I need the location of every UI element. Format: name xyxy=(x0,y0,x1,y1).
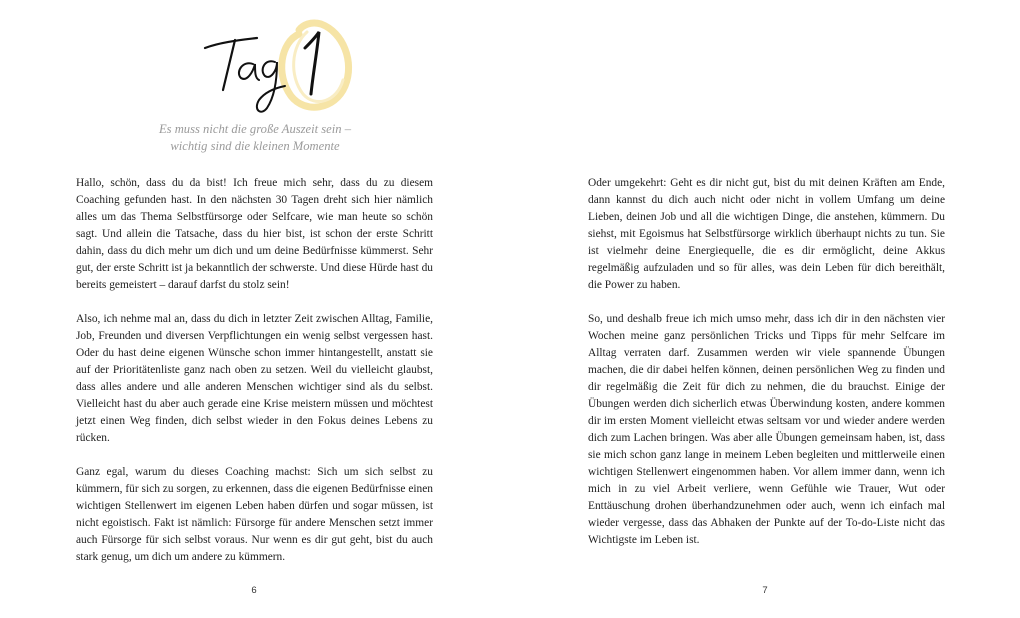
paragraph: Also, ich nehme mal an, dass du dich in letzter Zeit zwischen Alltag, Familie, Job, Freunden und diversen Verpflichtungen ein wenig selbst vergessen hast. Oder du hast deine eigenen Wünsche schon immer hintangestellt, anstatt sie auf der Prioritätenliste ganz nach oben zu setzen. Weil du vielleicht glaubst, dass alles andere und alle anderen Menschen wichtiger sind als du selbst. Vielleicht hast du aber auch gerade eine Krise meistern müssen und möchtest jetzt einen Weg finden, dich selbst wieder in den Fokus deines Lebens zu rücken. xyxy=(76,313,433,444)
page-number: 7 xyxy=(762,585,768,596)
subtitle-line-1: Es muss nicht die große Auszeit sein – xyxy=(158,122,352,136)
paragraph: Hallo, schön, dass du da bist! Ich freue mich sehr, dass du zu diesem Coaching gefunden hast. In den nächsten 30 Tagen dreht sich hier nämlich alles um das Thema Selbstfürsorge oder Selfcare, wie man heute so schön sagt. Und allein die Tatsache, dass du hier bist, ist schon der erste Schritt dahin, dass du dich mehr um dich und um deine Bedürfnisse kümmerst. Sehr gut, der erste Schritt ist ja bekanntlich der schwerste. Und diese Hürde hast du bereits gemeistert – darauf darfst du stolz sein! xyxy=(76,177,433,291)
chapter-subtitle xyxy=(140,121,370,155)
paragraph: So, und deshalb freue ich mich umso mehr, dass ich dir in den nächsten vier Wochen meine ganz persönlichen Tricks und Tipps für mehr Selfcare im Alltag verraten darf. Zusammen werden wir viele spannende Übungen machen, die dir dabei helfen können, deinen persönlichen Weg zu finden und dir regelmäßig die Zeit für dich zu nehmen, die du brauchst. Einige der Übungen werden dich sicherlich etwas Überwindung kosten, andere kommen dir im ersten Moment vielleicht etwas seltsam vor und wieder andere werden dich zum Lachen bringen. Was aber alle Übungen gemeinsam haben, ist, dass sie mich schon ganz lange in meinem Leben begleiten und mittlerweile einen wichtigen Stellenwert eingenommen haben. Vor allem immer dann, wenn ich mich in zu viel Arbeit verliere, wenn Gefühle wie Trauer, Wut oder Enttäuschung drohen überhandzunehmen oder auch, wenn ich einfach mal wieder vergesse, dass das Abhaken der Punkte auf der To-do-Liste nicht das Wichtigste im Leben ist. xyxy=(588,313,945,546)
subtitle-line-2: wichtig sind die kleinen Momente xyxy=(170,139,340,153)
right-page xyxy=(510,0,1020,618)
left-page-body xyxy=(76,175,433,566)
page-number: 6 xyxy=(251,585,257,596)
right-page-body xyxy=(588,175,945,549)
paragraph: Ganz egal, warum du dieses Coaching machst: Sich um sich selbst zu kümmern, für sich zu sorgen, zu erkennen, dass die eigenen Bedürfnisse einen wichtigen Stellenwert im eigenen Leben haben dürfen und sogar müssen, ist nicht egoistisch. Fakt ist nämlich: Fürsorge für andere Menschen setzt immer auch Fürsorge für sich selbst voraus. Nur wenn es dir gut geht, bist du auch stark genug, um dich um andere zu kümmern. xyxy=(76,466,433,563)
tag-1-script-icon xyxy=(195,12,365,117)
chapter-title xyxy=(195,12,365,117)
paragraph: Oder umgekehrt: Geht es dir nicht gut, bist du mit deinen Kräften am Ende, dann kannst du dich auch nicht oder nicht in vollem Umfang um deine Lieben, deinen Job und all die wichtigen Dinge, die anstehen, kümmern. Du siehst, mit Egoismus hat Selbstfürsorge wirklich überhaupt nichts zu tun. Sie ist vielmehr deine Energiequelle, die es dir ermöglicht, deine Akkus regelmäßig aufzuladen und so für alles, was dein Leben für dich bereithält, die Power zu haben. xyxy=(588,177,945,291)
